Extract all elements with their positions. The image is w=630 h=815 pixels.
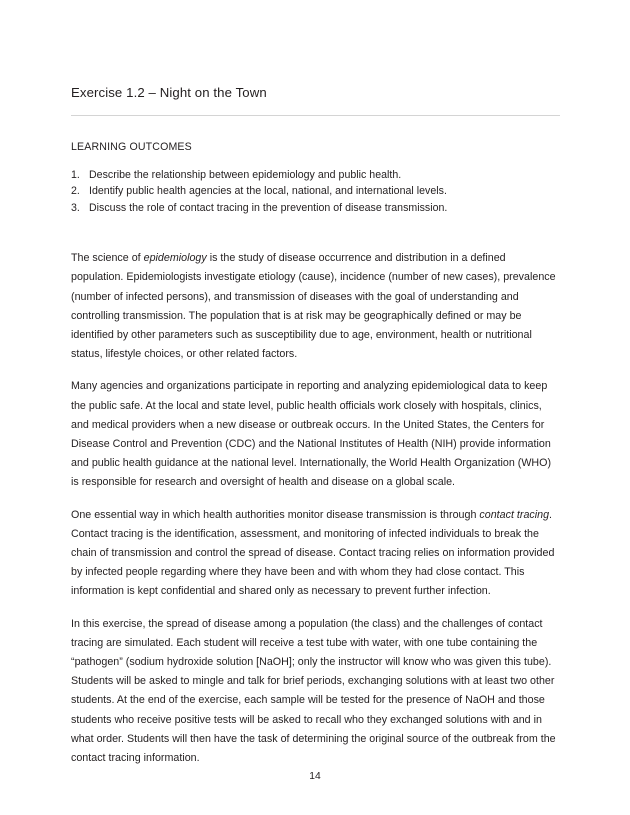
term-epidemiology: epidemiology: [143, 252, 207, 265]
list-item: [71, 167, 560, 183]
document-content: [71, 84, 560, 768]
paragraph-text-lead: One essential way in which health authorities monitor disease transmission is through: [71, 508, 480, 521]
page-title: Exercise 1.2 – Night on the Town: [71, 85, 267, 100]
list-item: [71, 183, 560, 199]
paragraph-contact-tracing: [71, 506, 560, 602]
body-text: [71, 249, 560, 768]
list-item-label: Identify public health agencies at the local, national, and international levels.: [89, 185, 447, 198]
paragraph-agencies: Many agencies and organizations participate in reporting and analyzing epidemiological data to keep the public safe. At the local and state level, public health officials work closely with hospitals, clinics, and medical providers when a new disease or outbreak occurs. In the United States, the Centers for Disease Control and Prevention (CDC) and the National Institutes of Health (NIH) provide information and public health guidance at the national level. Internationally, the World Health Organization (WHO) is responsible for research and oversight of health and disease on a global scale.: [71, 380, 552, 489]
list-item-number: 3.: [71, 201, 80, 214]
list-item-label: Describe the relationship between epidemiology and public health.: [89, 169, 402, 181]
paragraph-text-lead: The science of: [71, 252, 144, 265]
term-contact-tracing: contact tracing: [479, 508, 550, 521]
list-item-number: 1.: [71, 169, 80, 181]
list-item-number: 2.: [71, 185, 80, 198]
list-item: [71, 200, 560, 216]
page-number: 14: [309, 771, 321, 782]
paragraph-epidemiology: [71, 249, 560, 364]
paragraph-exercise-description: In this exercise, the spread of disease among a population (the class) and the challenges of contact tracing are simulated. Each student will receive a test tube with water, with one tube containing the “pathogen” (sodium hydroxide solution [NaOH]; only the instructor will know who was given this tube). Students will be asked to mingle and talk for brief periods, exchanging solutions with at least two other students. At the end of the exercise, each sample will be tested for the presence of NaOH and those students who receive positive tests will be asked to recall who they exchanged solutions with and in what order. Students will then have the task of determining the original source of the outbreak from the contact tracing information.: [71, 617, 556, 765]
list-item-label: Discuss the role of contact tracing in the prevention of disease transmission.: [89, 201, 448, 214]
title-divider: [71, 115, 560, 116]
learning-outcomes-list: [71, 167, 560, 216]
paragraph-text-rest: is the study of disease occurrence and distribution in a defined population. Epidemiologists investigate etiology (cause), incidence (number of new cases), prevalence (number of infected persons), and transmission of diseases with the goal of understanding and controlling transmission. The population that is at risk may be geographically defined or may be identified by other parameters such as susceptibility due to age, environment, health or nutritional status, lifestyle choices, or other related factors.: [71, 252, 556, 361]
paragraph-text-rest: . Contact tracing is the identification, assessment, and monitoring of infected individuals to break the chain of transmission and control the spread of disease. Contact tracing relies on information provided by infected people regarding where they have been and with whom they had close contact. This information is kept confidential and shared only as necessary to prevent further infection.: [71, 508, 555, 598]
learning-outcomes-heading: LEARNING OUTCOMES: [71, 141, 192, 153]
